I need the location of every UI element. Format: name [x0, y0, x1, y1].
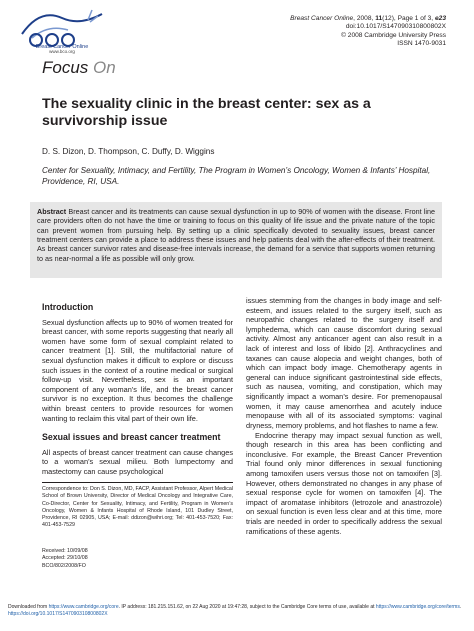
logo-name: Breast Cancer Online — [35, 44, 89, 50]
section-on: On — [93, 58, 116, 77]
second-text: All aspects of breast cancer treatment can cause changes to a woman’s sexual milieu. Both lumpectomy and mastectomy can cause psychological — [42, 447, 233, 476]
journal-page-info: Page 1 of 3, — [397, 15, 434, 22]
journal-name: Breast Cancer Online — [290, 15, 354, 22]
abstract-text: Breast cancer and its treatments can cause sexual dysfunction in up to 90% of women with the disease. Front line care providers often do not have the time or training to focus on this quality of life issue and the private nature of the topic can prevent women from pursuing help. By setting up a clinic specifically devoted to sexuality issues, breast cancer treatment centers can provide a place to address these issues and help patients deal with the after-effects of their treatment. As breast cancer survivor rates and disease-free intervals increase, the demand for a service that supports women returning to as near-normal a life as possible will only grow. — [37, 207, 436, 263]
article-dates — [42, 548, 88, 570]
article-code: BCO/802/2008/FO — [42, 562, 86, 569]
accepted-date: Accepted: 29/10/08 — [42, 555, 88, 562]
terms-link[interactable]: https://www.cambridge.org/core/terms — [375, 604, 460, 610]
journal-article-id: e23 — [434, 15, 446, 22]
logo-url: www.bco.org — [49, 49, 75, 55]
doi-link[interactable]: https://doi.org/10.1017/S147090310800802X — [8, 610, 108, 617]
right-column — [246, 296, 442, 536]
right-para-1: issues stemming from the changes in body image and self-esteem, and issues related to the surgery itself, such as neuropathic changes related to the surgery itself and lymphedema, which can cause discomfort during sexual activity. Almost any anticancer agent can also result in a lack of interest and loss of libido [2]. Anthracyclines and taxanes can cause alopecia and weight changes, both of which can impact body image. Chemotherapy agents in general can induce significant gastrointestinal side effects, such as nausea, vomiting, and constipation, which may significantly impact a woman’s desire. For premenopausal women, it may cause amenorrhea and acutely induce menopause with all of its associated symptoms: vaginal dryness, memory problems, and hot flashes to name a few. — [246, 296, 442, 430]
section-focus: Focus — [42, 58, 89, 77]
section-tag — [42, 58, 116, 78]
received-date: Received: 10/09/08 — [42, 548, 88, 554]
second-heading: Sexual issues and breast cancer treatment — [42, 432, 221, 443]
journal-logo — [18, 6, 106, 66]
right-para-2: Endocrine therapy may impact sexual function as well, though research in this area has been conflicting and inconclusive. For example, the Breast Cancer Prevention Trial found only minor differences in sexual functioning among tamoxifen users versus those not on tamoxifen [3]. However, others demonstrated no changes in any phase of sexual response cycle for women on tamoxifen [4]. The impact of aromatase inhibitors (letrozole and anastrozole) on sexual function is even less clear and at this time, more trials are needed in order to specifically address the sexual ramifications of these agents. — [246, 430, 442, 536]
correspondence-note: Correspondence to: Don S. Dizon, MD, FACP, Assistant Professor, Alpert Medical School of Brown University, Director of Medical Oncology and Integrative Care, Co-Director, Center for Sexuality, Intimacy, and Fertility, Program in Women’s Oncology, Women & Infants Hospital of Rhode Island, 101 Dudley Street, Providence, RI 02905, USA; E-mail: ddizon@wihri.org; Tel: 401-453-7520; Fax: 401-453-7529 — [42, 486, 233, 529]
download-notice: Downloaded from https://www.cambridge.org/core. IP address: 181.215.151.62, on 22 Aug 2020 at 19:47:28, subject to the Cambridge Core terms of use, available at https://www.cambridge.org/core/terms. https://doi.org/10.1017/S147090310800802X — [8, 604, 462, 617]
article-affiliation: Center for Sexuality, Intimacy, and Fertility, The Program in Women’s Oncology, Women & Infants’ Hospital, Providence, RI, USA. — [42, 166, 431, 187]
download-middle: . IP address: 181.215.151.62, on 22 Aug 2020 at 19:47:28, subject to the Cambridge Core terms of use, available at — [118, 604, 375, 610]
left-column — [42, 302, 233, 477]
journal-volume: 11 — [375, 15, 383, 22]
journal-issue: (12) — [382, 15, 394, 22]
intro-text: Sexual dysfunction affects up to 90% of women treated for breast cancer, with some reports suggesting that nearly all women have some form of sexual complaint related to cancer treatment [1]. Still, the multifactorial nature of sexual dysfunction makes it difficult to explore or discuss such issues in the context of a routine medical or surgical follow-up visit. Nevertheless, sex is an important component of any woman’s life, and the breast cancer survivor is no exception. It thus becomes the challenge within breast centers to provide resources for women wanting to reclaim this vital part of their own life. — [42, 317, 233, 423]
article-title: The sexuality clinic in the breast center: sex as a survivorship issue — [42, 96, 371, 129]
download-prefix: Downloaded from — [8, 604, 48, 610]
journal-year: 2008 — [356, 15, 372, 22]
cambridge-core-link[interactable]: https://www.cambridge.org/core — [48, 604, 119, 610]
intro-heading: Introduction — [42, 302, 94, 312]
journal-issn: ISSN 1470-9031 — [397, 40, 446, 48]
journal-copyright: © 2008 Cambridge University Press — [341, 31, 446, 39]
abstract-label: Abstract — [37, 207, 67, 216]
journal-info: Breast Cancer Online, 2008, 11(12), Page 1 of 3, e23 doi:10.1017/S147090310800802X © 2008 Cambridge University Press ISSN 1470-9031 — [290, 15, 446, 48]
logo-caption — [20, 44, 104, 55]
footnote-divider — [42, 482, 233, 483]
abstract-box — [30, 202, 442, 278]
article-authors: D. S. Dizon, D. Thompson, C. Duffy, D. Wiggins — [42, 147, 215, 156]
journal-doi: doi:10.1017/S147090310800802X — [345, 23, 446, 31]
